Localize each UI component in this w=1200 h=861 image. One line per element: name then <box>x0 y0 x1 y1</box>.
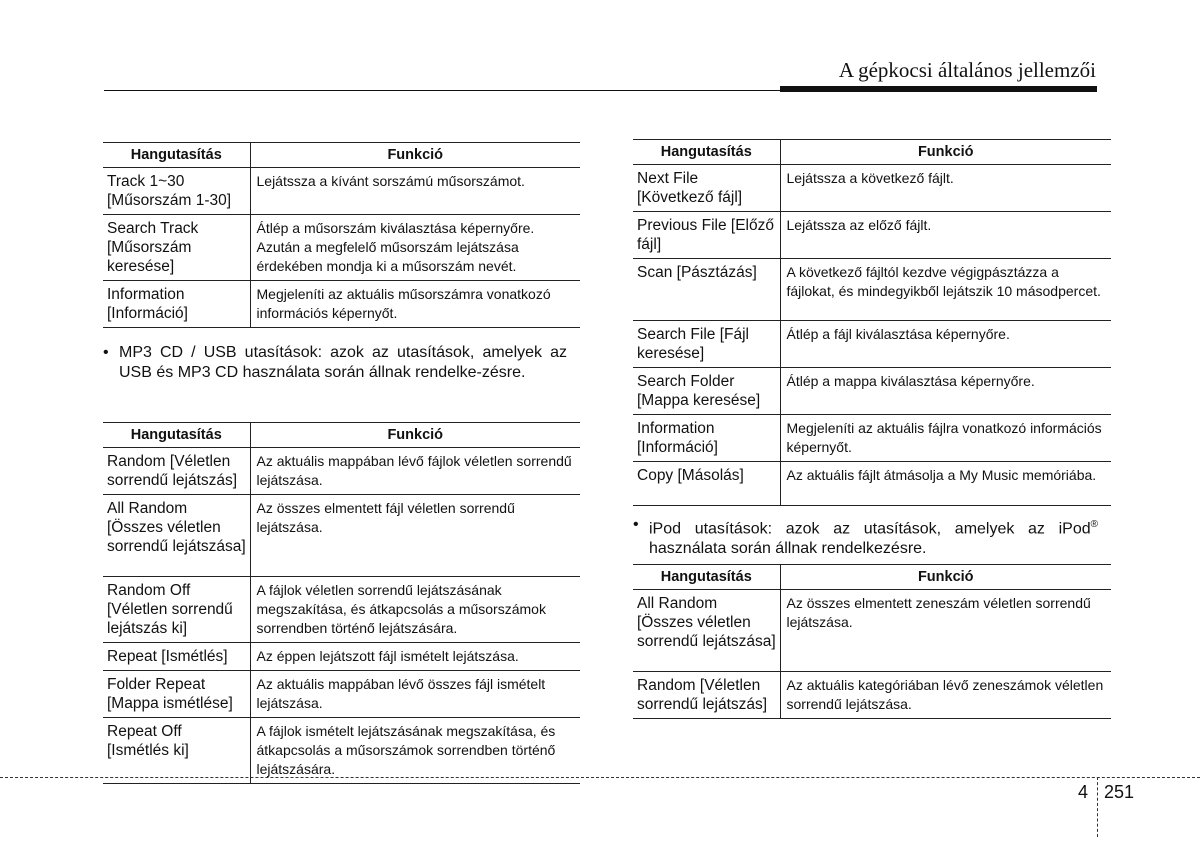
page-header-title: A gépkocsi általános jellemzői <box>838 58 1096 82</box>
command-cell: All Random [Összes véletlen sorrendű lejátszása] <box>103 495 250 577</box>
table-row <box>633 321 1111 368</box>
bullet-mp3-usb <box>103 343 567 382</box>
command-cell: Search Folder [Mappa keresése] <box>633 368 780 415</box>
column-header-command: Hangutasítás <box>103 143 250 168</box>
table-header-row <box>103 143 580 168</box>
table-row <box>633 415 1111 462</box>
function-cell: Az aktuális fájlt átmásolja a My Music memóriába. <box>780 462 1111 506</box>
table-row <box>103 671 580 718</box>
table-row <box>633 165 1111 212</box>
column-header-command: Hangutasítás <box>103 423 250 448</box>
bullet-ipod <box>633 515 1098 558</box>
registered-mark: ® <box>1090 519 1098 530</box>
function-cell: Megjeleníti az aktuális műsorszámra vonatkozó információs képernyőt. <box>250 281 580 328</box>
table-row <box>633 368 1111 415</box>
bullet-text <box>649 515 1098 558</box>
command-cell: Random Off [Véletlen sorrendű lejátszás ki] <box>103 577 250 643</box>
bullet-dot: • <box>103 344 109 361</box>
table-row <box>103 643 580 671</box>
function-cell: Az összes elmentett fájl véletlen sorrendű lejátszása. <box>250 495 580 577</box>
bullet-text: MP3 CD / USB utasítások: azok az utasítások, amelyek az USB és MP3 CD használata során állnak rendelke-zésre. <box>119 344 567 381</box>
voice-command-table-track <box>103 142 580 328</box>
function-cell: Az aktuális mappában lévő összes fájl ismételt lejátszása. <box>250 671 580 718</box>
voice-command-table-ipod <box>633 564 1111 719</box>
table-row <box>633 590 1111 672</box>
chapter-number: 4 <box>1078 782 1089 802</box>
function-cell: A következő fájltól kezdve végigpásztázza a fájlokat, és mindegyikből lejátszik 10 másodpercet. <box>780 259 1111 321</box>
command-cell: Copy [Másolás] <box>633 462 780 506</box>
table-row <box>103 577 580 643</box>
page-number: 251 <box>1104 782 1135 802</box>
bullet-dot: • <box>633 516 639 533</box>
command-cell: Repeat [Ismétlés] <box>103 643 250 671</box>
table-row <box>103 281 580 328</box>
table-row <box>103 495 580 577</box>
table-row <box>633 672 1111 719</box>
table-row <box>103 168 580 215</box>
table-header-row <box>103 423 580 448</box>
command-cell: Random [Véletlen sorrendű lejátszás] <box>633 672 780 719</box>
command-cell: Next File [Következő fájl] <box>633 165 780 212</box>
table-header-row <box>633 140 1111 165</box>
command-cell: Information [Információ] <box>633 415 780 462</box>
table-row <box>633 259 1111 321</box>
function-cell: Átlép a műsorszám kiválasztása képernyőre. Azután a megfelelő műsorszám lejátszása érdekében mondja ki a műsorszám nevét. <box>250 215 580 281</box>
column-header-function: Funkció <box>250 423 580 448</box>
header-bar <box>780 86 1097 92</box>
table-row <box>103 718 580 784</box>
column-header-function: Funkció <box>780 140 1111 165</box>
command-cell: Scan [Pásztázás] <box>633 259 780 321</box>
command-cell: Track 1~30 [Műsorszám 1-30] <box>103 168 250 215</box>
column-header-command: Hangutasítás <box>633 140 780 165</box>
bullet-text-part: iPod utasítások: azok az utasítások, amelyek az iPod <box>649 520 1091 538</box>
command-cell: Search File [Fájl keresése] <box>633 321 780 368</box>
function-cell: Az összes elmentett zeneszám véletlen sorrendű lejátszása. <box>780 590 1111 672</box>
function-cell: Az aktuális kategóriában lévő zeneszámok véletlen sorrendű lejátszása. <box>780 672 1111 719</box>
function-cell: Lejátssza a kívánt sorszámú műsorszámot. <box>250 168 580 215</box>
table-row <box>103 448 580 495</box>
voice-command-table-file <box>633 139 1111 506</box>
function-cell: Lejátssza a következő fájlt. <box>780 165 1111 212</box>
footer-dashed-rule <box>0 777 1200 778</box>
column-header-function: Funkció <box>250 143 580 168</box>
command-cell: All Random [Összes véletlen sorrendű lejátszása] <box>633 590 780 672</box>
table-row <box>103 215 580 281</box>
command-cell: Search Track [Műsorszám keresése] <box>103 215 250 281</box>
column-header-command: Hangutasítás <box>633 565 780 590</box>
function-cell: Az éppen lejátszott fájl ismételt lejátszása. <box>250 643 580 671</box>
table-row <box>633 462 1111 506</box>
function-cell: Megjeleníti az aktuális fájlra vonatkozó információs képernyőt. <box>780 415 1111 462</box>
table-row <box>633 212 1111 259</box>
bullet-text-part: használata során állnak rendelkezésre. <box>649 539 927 557</box>
function-cell: A fájlok ismételt lejátszásának megszakítása, és átkapcsolás a műsorszámok sorrendben történő lejátszására. <box>250 718 580 784</box>
footer-dashed-divider <box>1097 777 1098 837</box>
function-cell: Átlép a fájl kiválasztása képernyőre. <box>780 321 1111 368</box>
command-cell: Repeat Off [Ismétlés ki] <box>103 718 250 784</box>
function-cell: Az aktuális mappában lévő fájlok véletlen sorrendű lejátszása. <box>250 448 580 495</box>
column-header-function: Funkció <box>780 565 1111 590</box>
voice-command-table-mp3-usb <box>103 422 580 784</box>
function-cell: A fájlok véletlen sorrendű lejátszásának megszakítása, és átkapcsolás a műsorszámok sorrendben történő lejátszására. <box>250 577 580 643</box>
table-header-row <box>633 565 1111 590</box>
function-cell: Átlép a mappa kiválasztása képernyőre. <box>780 368 1111 415</box>
command-cell: Information [Információ] <box>103 281 250 328</box>
command-cell: Random [Véletlen sorrendű lejátszás] <box>103 448 250 495</box>
command-cell: Folder Repeat [Mappa ismétlése] <box>103 671 250 718</box>
command-cell: Previous File [Előző fájl] <box>633 212 780 259</box>
function-cell: Lejátssza az előző fájlt. <box>780 212 1111 259</box>
